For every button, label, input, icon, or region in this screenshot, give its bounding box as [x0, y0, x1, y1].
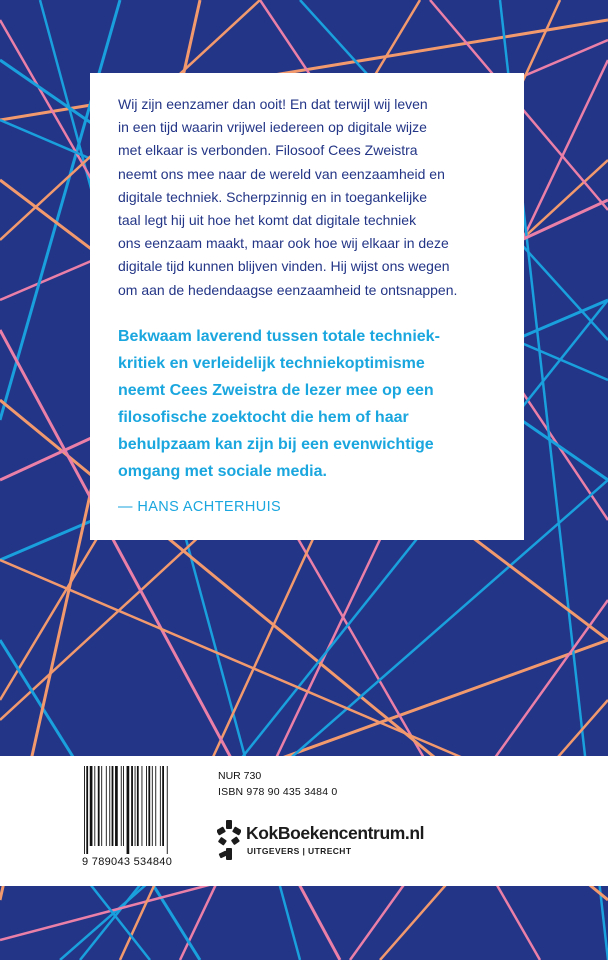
- barcode-bar: [142, 766, 143, 846]
- endorsement-quote: Bekwaam laverend tussen totale techniek- kritiek en verleidelijk techniekoptimisme neemt Cees Zweistra de lezer mee op een filosofische zoektocht die hem of haar behulpzaam kan zijn bij een evenwichtige omgang met sociale media.: [118, 327, 440, 480]
- barcode-bar: [127, 766, 130, 854]
- barcode-bar: [148, 766, 150, 846]
- isbn-number: ISBN 978 90 435 3484 0: [218, 786, 338, 798]
- publisher-star-logo-icon: [217, 820, 241, 862]
- barcode-bar: [86, 766, 88, 854]
- barcode-bar: [109, 766, 110, 846]
- publisher-subtitle: UITGEVERS | UTRECHT: [247, 846, 352, 856]
- barcode-bar: [115, 766, 118, 846]
- barcode-bar: [84, 766, 85, 854]
- pattern-line: [60, 480, 608, 960]
- barcode-bar: [98, 766, 100, 846]
- barcode-bar: [123, 766, 124, 846]
- barcode-bar: [152, 766, 153, 846]
- endorsement-author: — HANS ACHTERHUIS: [118, 498, 282, 515]
- nur-code: NUR 730: [218, 770, 262, 782]
- barcode-bar: [131, 766, 133, 846]
- blurb-card: [90, 73, 524, 540]
- barcode-bar: [167, 766, 168, 854]
- barcode-bar: [112, 766, 114, 846]
- barcode-bar: [137, 766, 139, 846]
- blurb-text: Wij zijn eenzamer dan ooit! En dat terwijl wij leven in een tijd waarin vrijwel iedereen op digitale wijze met elkaar is verbonden. Filosoof Cees Zweistra neemt ons mee naar de wereld van eenzaamheid en digitale techniek. Scherpzinnig en in toegankelijke taal legt hij uit hoe het komt dat digitale techniek ons eenzaam maakt, maar ook hoe wij elkaar in deze digitale tijd kunnen blijven vinden. Hij wijst ons wegen om aan de hedendaagse eenzaamheid te ontsnappen.: [118, 96, 458, 298]
- barcode-bar: [160, 766, 161, 846]
- barcode-bar: [90, 766, 93, 846]
- barcode-digits: 9 789043 534840: [82, 856, 173, 868]
- barcode-bar: [162, 766, 164, 846]
- barcode: [82, 766, 194, 854]
- barcode-bar: [135, 766, 136, 846]
- barcode-bar: [94, 766, 95, 846]
- barcode-bar: [106, 766, 107, 846]
- barcode-bar: [101, 766, 102, 846]
- publisher-name: KokBoekencentrum.nl: [246, 823, 425, 843]
- barcode-bar: [146, 766, 147, 846]
- barcode-band: [0, 756, 608, 886]
- barcode-bar: [155, 766, 156, 846]
- barcode-bar: [121, 766, 122, 846]
